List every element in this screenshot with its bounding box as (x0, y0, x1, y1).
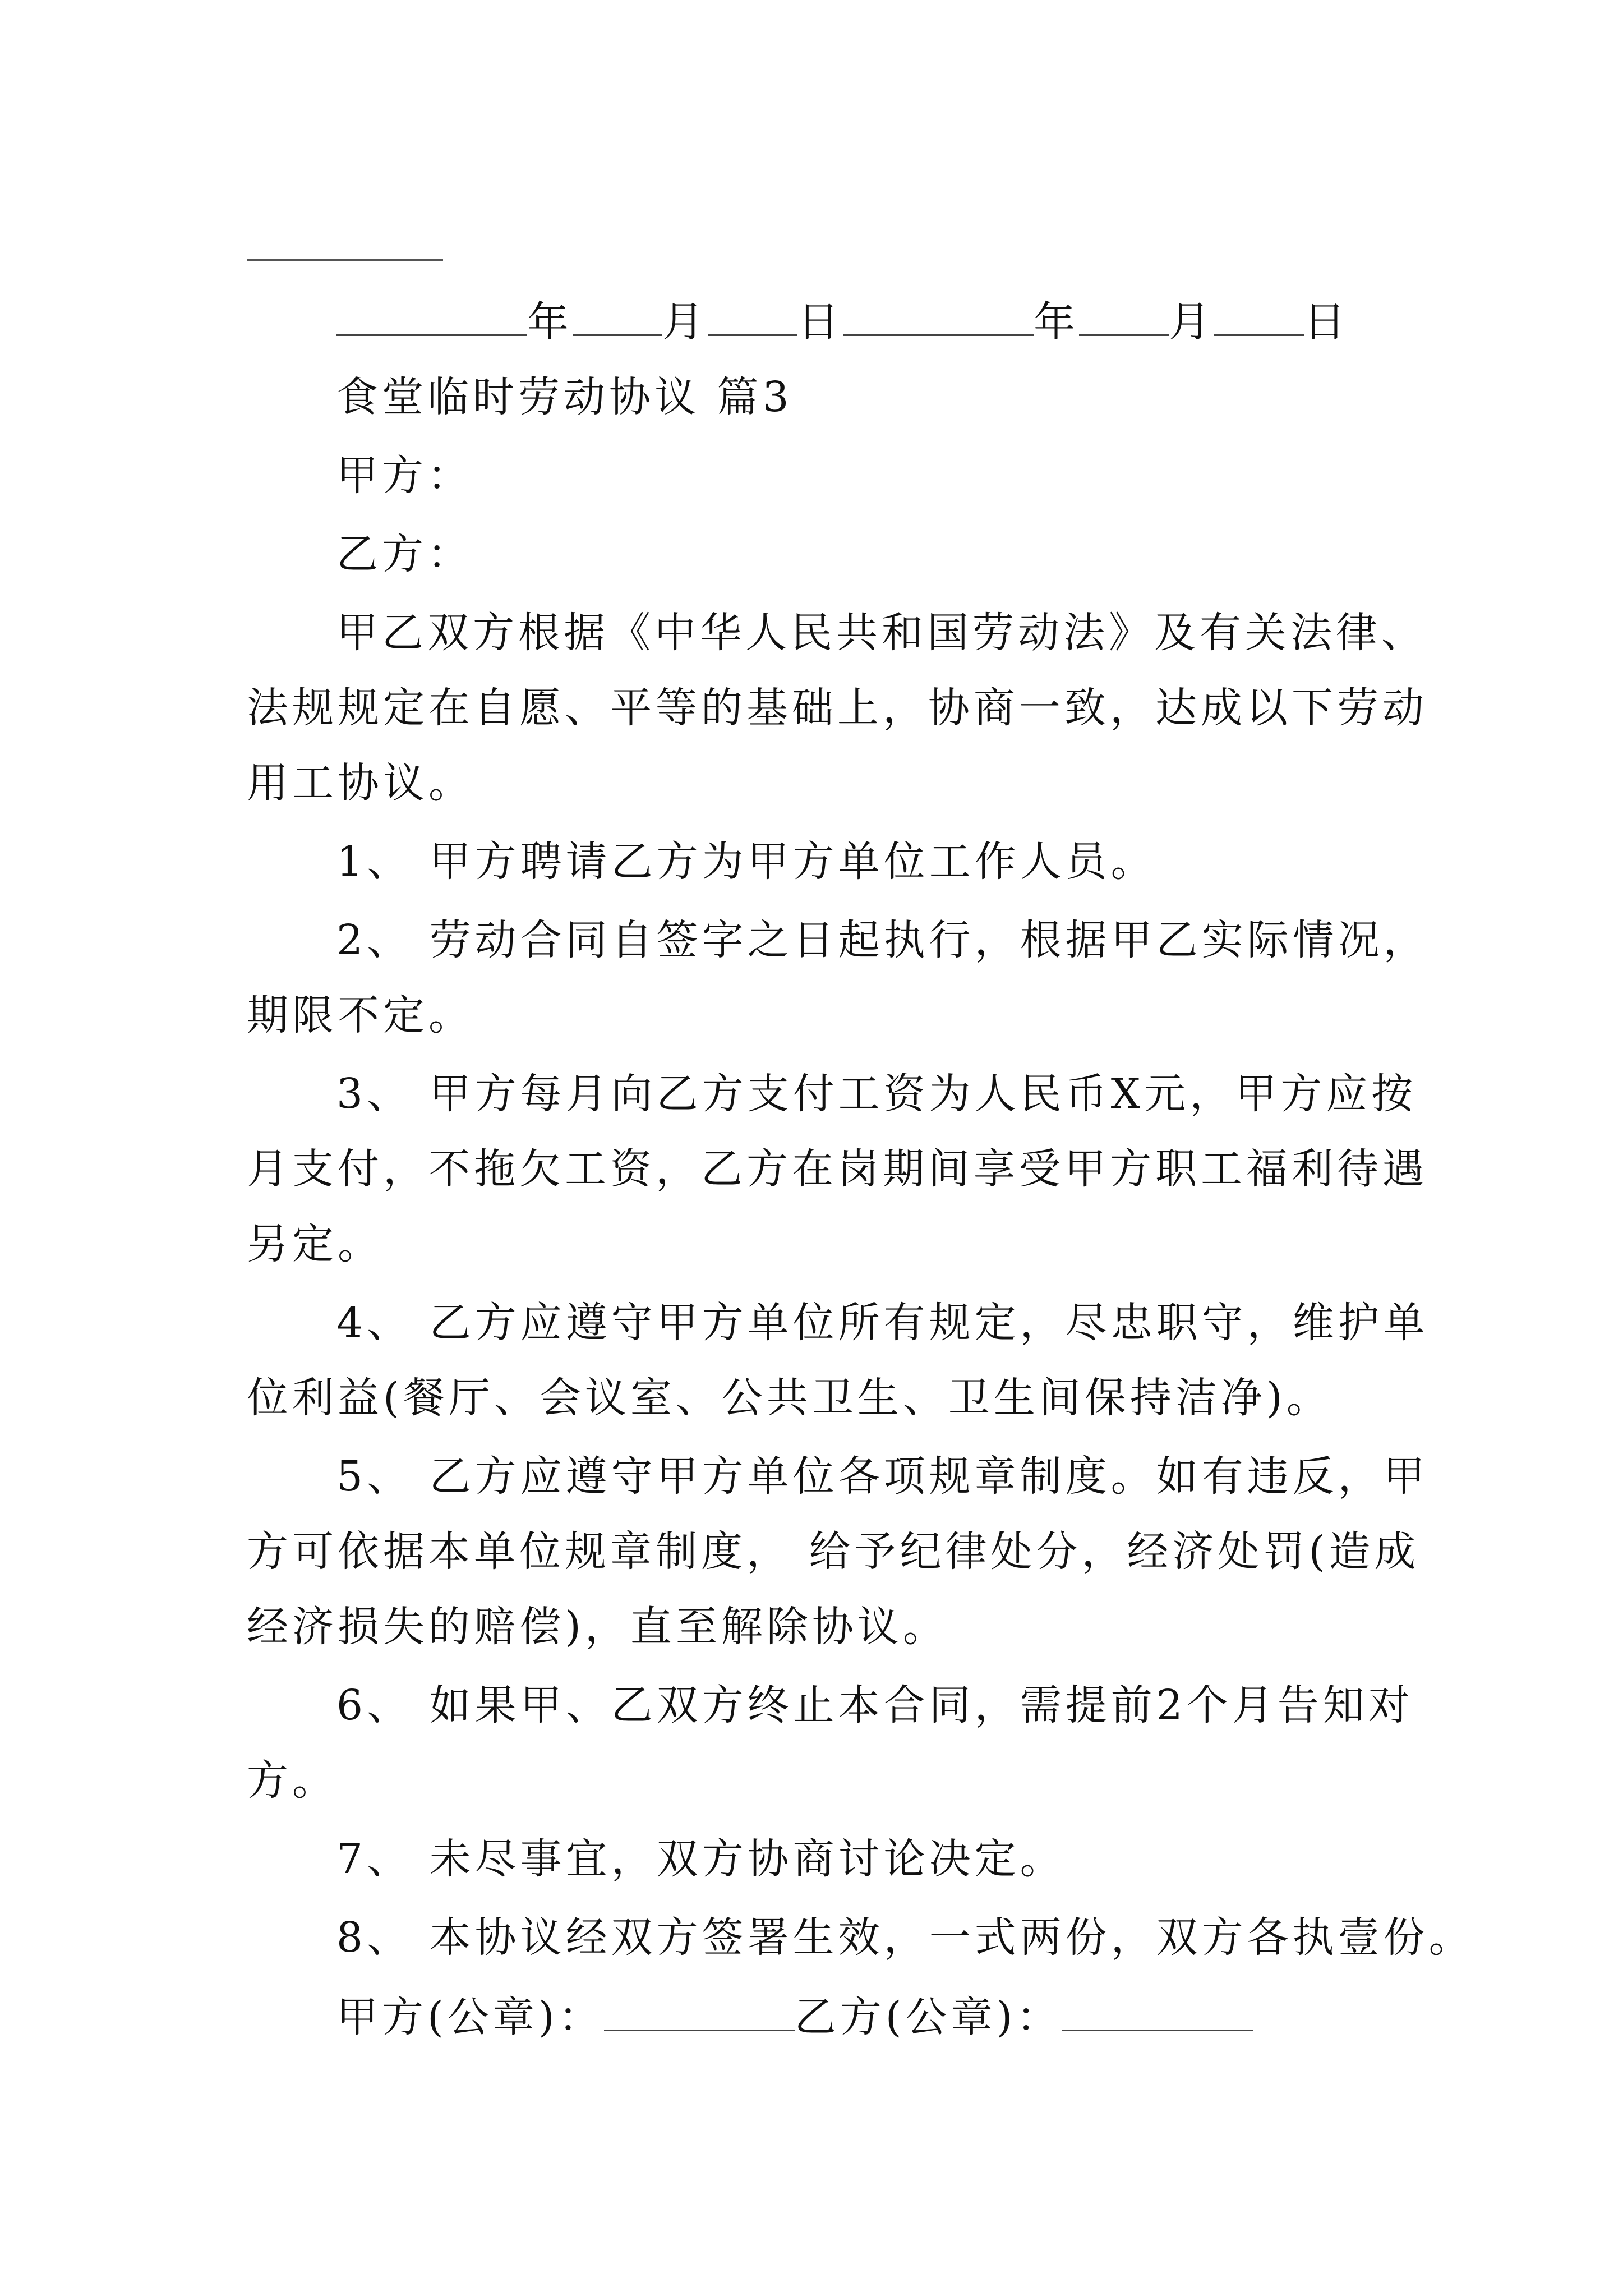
clause-1-line: 1、 甲方聘请乙方为甲方单位工作人员。 (336, 838, 1156, 886)
blank-year (336, 298, 527, 336)
party-a-seal-label: 甲方(公章)： (336, 1993, 604, 2041)
clause-2-line: 2、 劳动合同自签字之日起执行，根据甲乙实际情况， (336, 916, 1429, 964)
signature-line (336, 1994, 1253, 2040)
clause-3-line: 3、 甲方每月向乙方支付工资为人民币X元，甲方应按 (336, 1070, 1417, 1118)
clause-3-line: 月支付，不拖欠工资，乙方在岗期间享受甲方职工福利待遇 (247, 1145, 1428, 1193)
clause-5-line: 经济损失的赔偿)，直至解除协议。 (247, 1603, 948, 1651)
intro-line: 甲乙双方根据《中华人民共和国劳动法》及有关法律、 (336, 609, 1427, 657)
blank-day (708, 298, 797, 336)
clause-8-line: 8、 本协议经双方签署生效，一式两份，双方各执壹份。 (336, 1913, 1474, 1962)
clause-4-line: 位利益(餐厅、会议室、公共卫生、卫生间保持洁净)。 (247, 1374, 1332, 1422)
blank-day-2 (1214, 298, 1304, 336)
party-b-seal-label: 乙方(公章)： (794, 1993, 1062, 2041)
blank-year-2 (843, 298, 1034, 336)
date-year-label: 年 (527, 298, 573, 346)
party-b-line: 乙方： (336, 530, 473, 578)
date-year-label-2: 年 (1034, 298, 1079, 346)
clause-5-line: 5、 乙方应遵守甲方单位各项规章制度。如有违反，甲 (336, 1452, 1429, 1501)
date-month-label-2: 月 (1169, 298, 1214, 346)
clause-7-line: 7、 未尽事宜，双方协商讨论决定。 (336, 1835, 1066, 1883)
clause-5-line: 方可依据本单位规章制度， 给予纪律处分，经济处罚(造成 (247, 1527, 1420, 1576)
clause-4-line: 4、 乙方应遵守甲方单位所有规定，尽忠职守，维护单 (336, 1299, 1429, 1347)
date-day-label: 日 (797, 298, 843, 346)
blank-month-2 (1079, 298, 1169, 336)
clause-6-line: 6、 如果甲、乙双方终止本合同，需提前2个月告知对 (336, 1681, 1414, 1729)
date-day-label-2: 日 (1304, 298, 1349, 346)
document-title: 食堂临时劳动协议 篇3 (336, 373, 793, 421)
clause-2-line: 期限不定。 (247, 991, 474, 1039)
intro-line: 法规规定在自愿、平等的基础上，协商一致，达成以下劳动 (247, 684, 1428, 732)
party-a-seal-blank (604, 1994, 795, 2031)
date-line (336, 298, 1349, 344)
party-a-line: 甲方： (336, 452, 473, 500)
top-underline (247, 259, 443, 261)
party-b-seal-blank (1062, 1994, 1253, 2031)
blank-month (573, 298, 662, 336)
clause-6-line: 方。 (247, 1756, 338, 1805)
clause-3-line: 另定。 (247, 1220, 383, 1268)
intro-line: 用工协议。 (247, 759, 474, 807)
date-month-label: 月 (662, 298, 708, 346)
